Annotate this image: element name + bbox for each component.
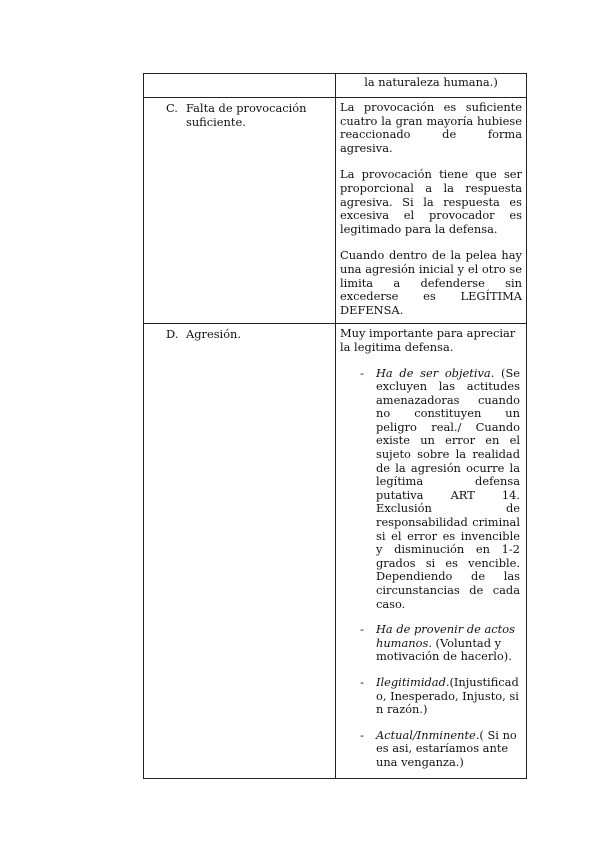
label-cell-c <box>144 98 336 324</box>
bullet-text: . (Se excluyen las actitudes amenazadoras cuando no constituyen un peligro real./ Cuando existe un error en el sujeto sobre la realidad de la agresión ocurre la legítima defensa putativa ART 14. Exclusión de responsabilidad criminal si el error es invencible y disminución en 1-2 grados si es vencible. Dependiendo de las circunstancias de cada caso. <box>376 365 520 611</box>
bullet-list <box>340 367 522 770</box>
continuation-cell <box>336 74 527 98</box>
bullet-text: .( Si no es asi, estaríamos ante una venganza.) <box>376 727 517 769</box>
list-item <box>340 676 522 717</box>
table-row-d <box>144 324 527 778</box>
empty-label-cell <box>144 74 336 98</box>
table-row-c <box>144 98 527 324</box>
list-item <box>340 367 522 612</box>
content-cell-c <box>336 98 527 324</box>
bullet-title: Ha de provenir de actos humanos <box>376 622 515 650</box>
dash-marker: - <box>360 674 364 689</box>
dash-marker: - <box>360 727 364 742</box>
paragraph-c-3: Cuando dentro de la pelea hay una agresión inicial y el otro se limita a defenderse sin excederse es LEGÍTIMA DEFENSA. <box>340 248 522 317</box>
legal-notes-table <box>143 73 527 779</box>
label-cell-d <box>144 324 336 778</box>
paragraph-c-1: La provocación es suficiente cuatro la gran mayoría hubiese reaccionado de forma agresiva. <box>340 100 522 155</box>
continuation-text: la naturaleza humana.) <box>364 75 498 89</box>
bullet-text: . (Voluntad y motivación de hacerlo). <box>376 635 512 664</box>
content-cell-d <box>336 324 527 778</box>
row-label-c: Falta de provocación suficiente. <box>186 101 307 129</box>
row-label-d: Agresión. <box>186 327 242 342</box>
list-item <box>340 623 522 664</box>
dash-marker: - <box>360 622 364 637</box>
bullet-title: Ilegitimidad. <box>376 674 450 689</box>
row-letter-d: D. <box>166 327 179 342</box>
table-row-continuation <box>144 74 527 98</box>
dash-marker: - <box>360 365 364 380</box>
paragraph-c-2: La provocación tiene que ser proporcional a la respuesta agresiva. Si la respuesta es excesiva el provocador es legitimado para la defensa. <box>340 167 522 236</box>
bullet-title: Actual/Inminente <box>376 727 476 742</box>
bullet-text: (Injustificado, Inesperado, Injusto, sin razón.) <box>376 674 519 717</box>
bullet-title: Ha de ser objetiva <box>376 365 491 380</box>
list-item <box>340 729 522 770</box>
intro-paragraph-d: Muy importante para apreciar la legitima defensa. <box>340 326 516 354</box>
row-letter-c: C. <box>166 101 178 115</box>
